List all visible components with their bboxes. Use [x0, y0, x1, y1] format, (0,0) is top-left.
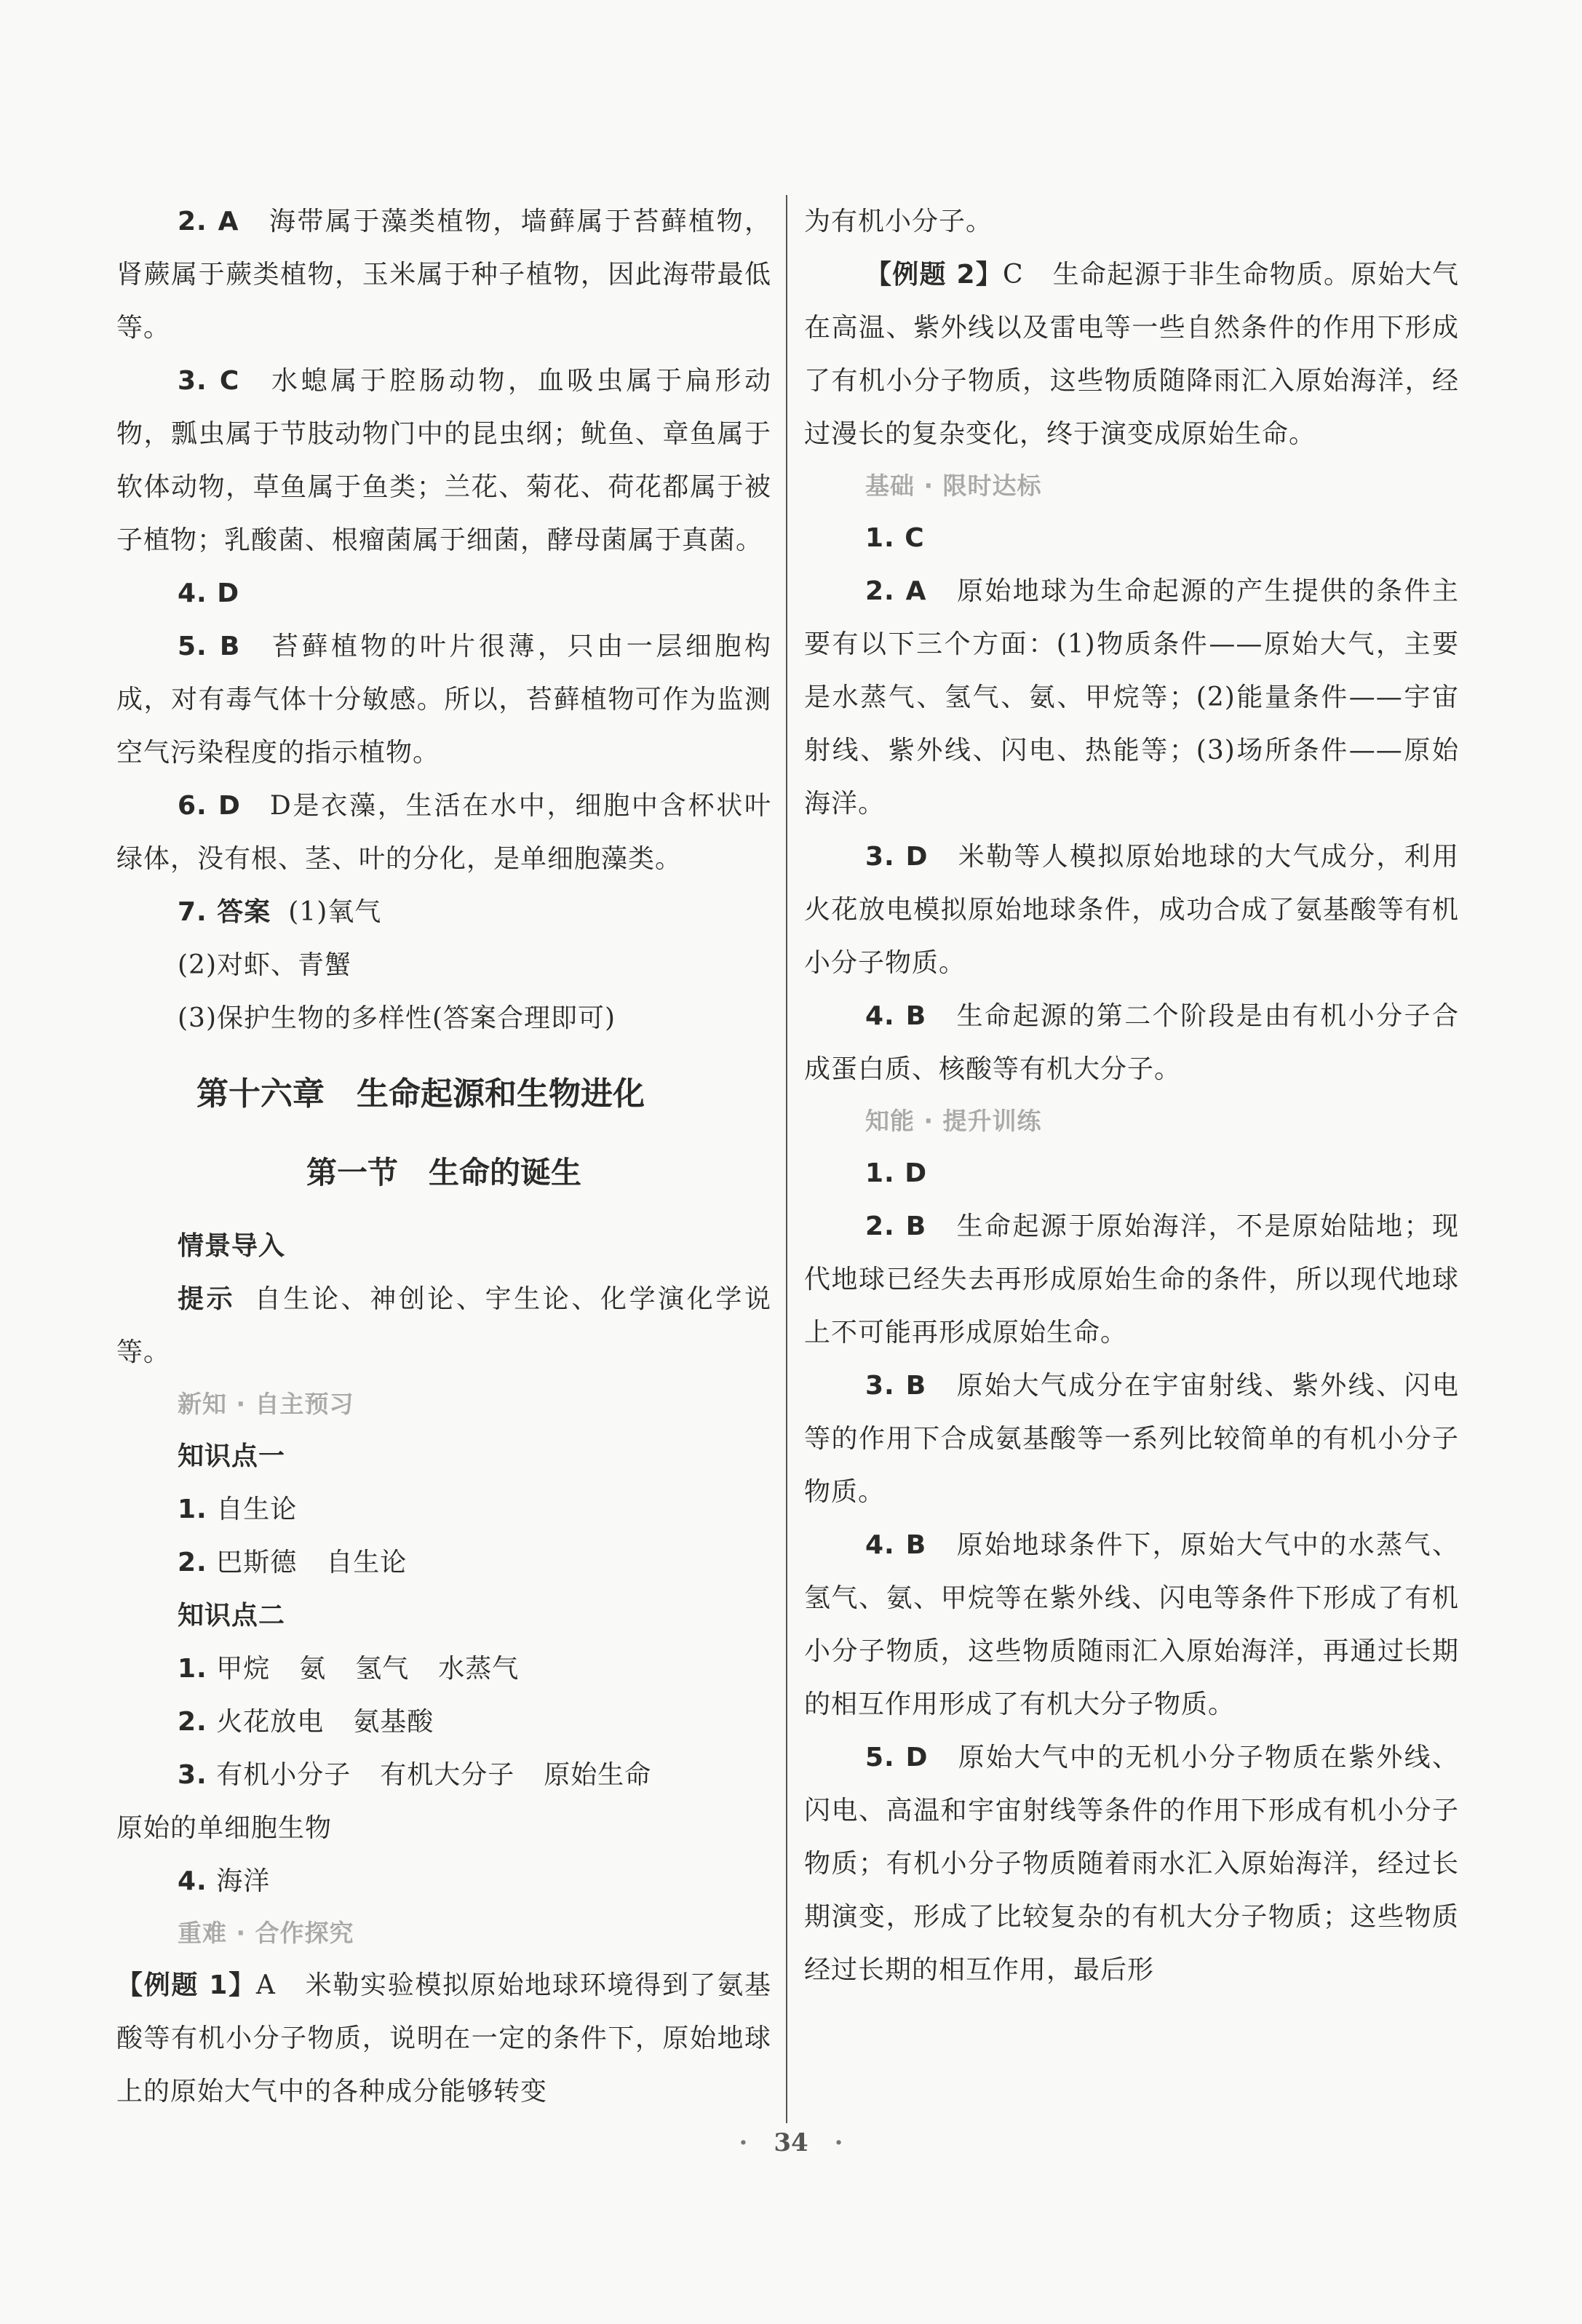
kp2-item-4: 4. 海洋 [178, 1866, 271, 1896]
answer-5: 5. B 苔藓植物的叶片很薄，只由一层细胞构成，对有毒气体十分敏感。所以，苔藓植物可作为监测空气污染程度的指示植物。 [116, 632, 771, 768]
kp1-item-1: 1. 自生论 [178, 1495, 298, 1524]
footer-dot-left: · [739, 2128, 748, 2157]
column-divider [786, 195, 787, 2123]
answer-2: 2. A 海带属于藻类植物，墙藓属于苔藓植物，肾蕨属于蕨类植物，玉米属于种子植物，因此海带最低等。 [116, 207, 771, 343]
right-column [804, 195, 1459, 1997]
footer-dot-right: · [834, 2128, 843, 2157]
knowledge-point-1: 知识点一 [178, 1441, 286, 1471]
page-number: 34 [774, 2128, 808, 2157]
answer-7: 7. 答案 (1)氧气 [178, 897, 382, 927]
answer-6: 6. D D是衣藻，生活在水中，细胞中含杯状叶绿体，没有根、茎、叶的分化，是单细胞藻类。 [116, 791, 771, 874]
kp2-item-3: 3. 有机小分子 有机大分子 原始生命 [178, 1760, 652, 1790]
section-title: 第一节 生命的诞生 [306, 1155, 581, 1190]
basic-4: 4. B 生命起源的第二个阶段是由有机小分子合成蛋白质、核酸等有机大分子。 [804, 1001, 1459, 1084]
ability-1: 1. D [865, 1158, 928, 1188]
kp1-item-2: 2. 巴斯德 自生论 [178, 1548, 408, 1577]
page-footer [0, 2128, 1582, 2157]
example-2: 【例题 2】C 生命起源于非生命物质。原始大气在高温、紫外线以及雷电等一些自然条件的作用下形成了有机小分子物质，这些物质随降雨汇入原始海洋，经过漫长的复杂变化，终于演变成原始生命。 [804, 260, 1459, 449]
basic-3: 3. D 米勒等人模拟原始地球的大气成分，利用火花放电模拟原始地球条件，成功合成了氨基酸等有机小分子物质。 [804, 842, 1459, 978]
tag-ability-training: 知能 · 提升训练 [865, 1107, 1042, 1135]
example-1: 【例题 1】A 米勒实验模拟原始地球环境得到了氨基酸等有机小分子物质，说明在一定的条件下，原始地球上的原始大气中的各种成分能够转变 [116, 1970, 771, 2106]
answer-4: 4. D [178, 578, 240, 608]
kp2-item-1: 1. 甲烷 氨 氢气 水蒸气 [178, 1654, 520, 1684]
ability-2: 2. B 生命起源于原始海洋，不是原始陆地；现代地球已经失去再形成原始生命的条件，所以现代地球上不可能再形成原始生命。 [804, 1211, 1459, 1348]
kp2-item-2: 2. 火花放电 氨基酸 [178, 1707, 434, 1737]
ability-3: 3. B 原始大气成分在宇宙射线、紫外线、闪电等的作用下合成氨基酸等一系列比较简单的有机小分子物质。 [804, 1371, 1459, 1507]
knowledge-point-2: 知识点二 [178, 1601, 286, 1631]
scene-intro-heading: 情景导入 [178, 1231, 286, 1261]
tag-basic-drill: 基础 · 限时达标 [865, 471, 1042, 500]
ability-4: 4. B 原始地球条件下，原始大气中的水蒸气、氢气、氨、甲烷等在紫外线、闪电等条件下形成了有机小分子物质，这些物质随雨汇入原始海洋，再通过长期的相互作用形成了有机大分子物质。 [804, 1530, 1459, 1719]
basic-2: 2. A 原始地球为生命起源的产生提供的条件主要有以下三个方面：(1)物质条件——原始大气，主要是水蒸气、氢气、氨、甲烷等；(2)能量条件——宇宙射线、紫外线、闪电、热能等；(3)场所条件——原始海洋。 [804, 576, 1459, 819]
tag-cooperative-inquiry: 重难 · 合作探究 [178, 1919, 354, 1947]
left-column [116, 195, 771, 2118]
example-1-cont: 为有机小分子。 [804, 207, 993, 236]
answer-7-part-3: (3)保护生物的多样性(答案合理即可) [178, 1003, 616, 1033]
answer-3: 3. C 水螅属于腔肠动物，血吸虫属于扁形动物，瓢虫属于节肢动物门中的昆虫纲；鱿鱼、章鱼属于软体动物，草鱼属于鱼类；兰花、菊花、荷花都属于被子植物；乳酸菌、根瘤菌属于细菌，酵母菌属于真菌。 [116, 366, 771, 555]
ability-5: 5. D 原始大气中的无机小分子物质在紫外线、闪电、高温和宇宙射线等条件的作用下形成有机小分子物质；有机小分子物质随着雨水汇入原始海洋，经过长期演变，形成了比较复杂的有机大分子物质；这些物质经过长期的相互作用，最后形 [804, 1743, 1459, 1985]
basic-1: 1. C [865, 523, 925, 553]
kp2-item-3-cont: 原始的单细胞生物 [116, 1813, 333, 1843]
hint-line: 提示 自生论、神创论、宇生论、化学演化学说等。 [116, 1284, 771, 1367]
answer-7-part-2: (2)对虾、青蟹 [178, 950, 351, 980]
chapter-title: 第十六章 生命起源和生物进化 [196, 1075, 645, 1113]
tag-new-knowledge: 新知 · 自主预习 [178, 1390, 354, 1418]
